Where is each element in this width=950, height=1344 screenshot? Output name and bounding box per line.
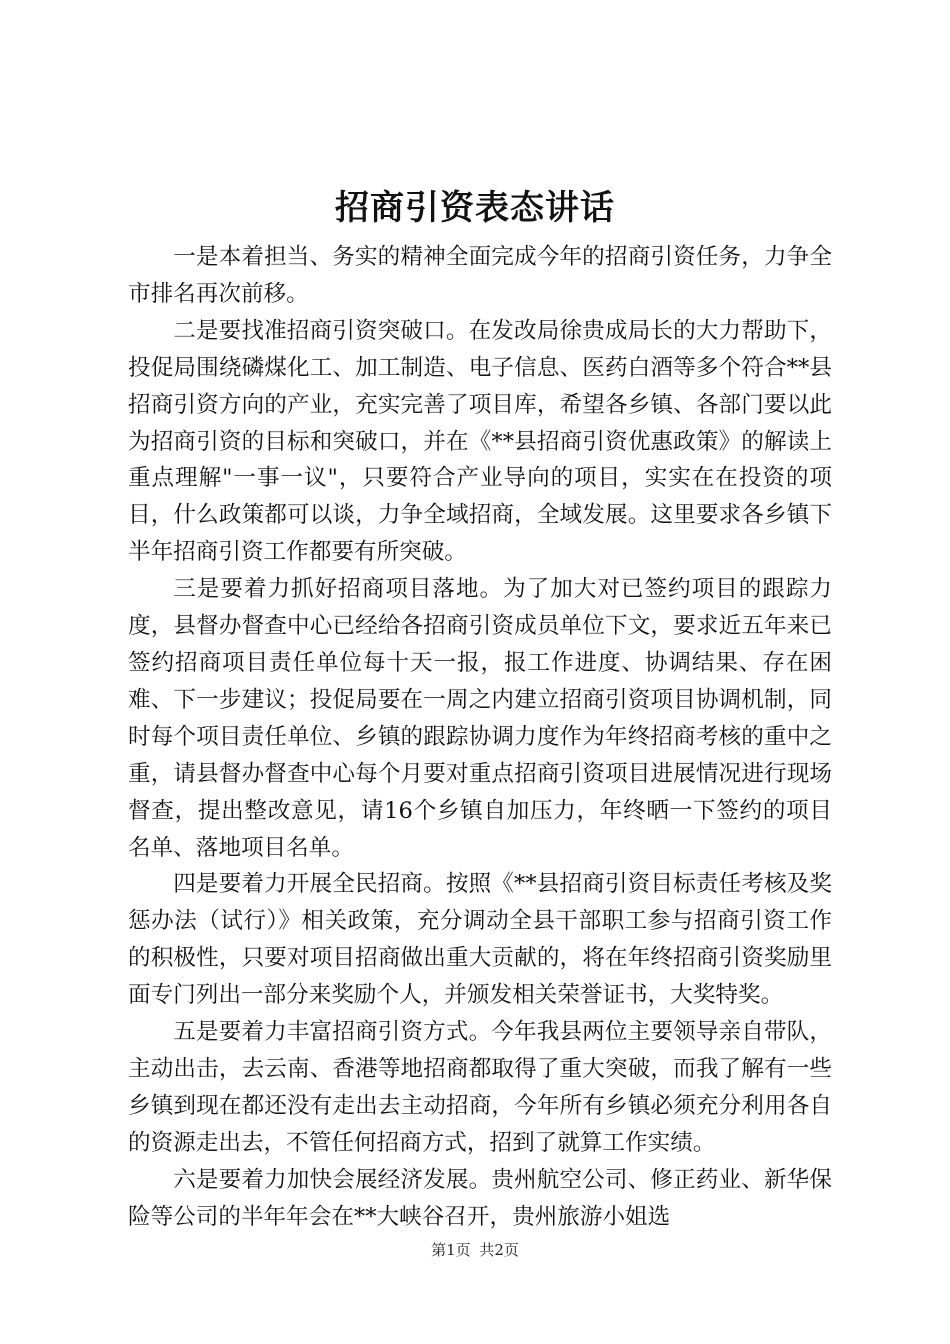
document-title: 招商引资表态讲话 bbox=[335, 188, 615, 228]
page-footer bbox=[0, 1240, 950, 1260]
paragraph-5: 五是要着力丰富招商引资方式。今年我县两位主要领导亲自带队，主动出击，去云南、香港等地招商都取得了重大突破，而我了解有一些乡镇到现在都还没有走出去主动招商，今年所有乡镇必须充分利用各自的资源走出去，不管任何招商方式，招到了就算工作实绩。 bbox=[128, 1019, 832, 1156]
paragraph-3: 三是要着力抓好招商项目落地。为了加大对已签约项目的跟踪力度，县督办督查中心已经给各招商引资成员单位下文，要求近五年来已签约招商项目责任单位每十天一报，报工作进度、协调结果、存在困难、下一步建议；投促局要在一周之内建立招商引资项目协调机制，同时每个项目责任单位、乡镇的跟踪协调力度作为年终招商考核的重中之重，请县督办督查中心每个月要对重点招商引资项目进展情况进行现场督查，提出整改意见，请16个乡镇自加压力，年终晒一下签约的项目名单、落地项目名单。 bbox=[128, 576, 832, 861]
paragraph-6: 六是要着力加快会展经济发展。贵州航空公司、修正药业、新华保险等公司的半年年会在**大峡谷召开，贵州旅游小姐选 bbox=[128, 1166, 832, 1230]
paragraph-1: 一是本着担当、务实的精神全面完成今年的招商引资任务，力争全市排名再次前移。 bbox=[128, 244, 832, 307]
page-number: 第1页 bbox=[431, 1241, 471, 1259]
page-total: 共2页 bbox=[479, 1241, 519, 1259]
paragraph-2: 二是要找准招商引资突破口。在发改局徐贵成局长的大力帮助下，投促局围绕磷煤化工、加工制造、电子信息、医药白酒等多个符合**县招商引资方向的产业，充实完善了项目库，希望各乡镇、各部门要以此为招商引资的目标和突破口，并在《**县招商引资优惠政策》的解读上重点理解"一事一议"，只要符合产业导向的项目，实实在在投资的项目，什么政策都可以谈，力争全域招商，全域发展。这里要求各乡镇下半年招商引资工作都要有所突破。 bbox=[128, 317, 832, 566]
document-body bbox=[128, 239, 832, 1235]
paragraph-4: 四是要着力开展全民招商。按照《**县招商引资目标责任考核及奖惩办法（试行）》相关政策，充分调动全县干部职工参与招商引资工作的积极性，只要对项目招商做出重大贡献的，将在年终招商引资奖励里面专门列出一部分来奖励个人，并颁发相关荣誉证书，大奖特奖。 bbox=[128, 871, 832, 1009]
